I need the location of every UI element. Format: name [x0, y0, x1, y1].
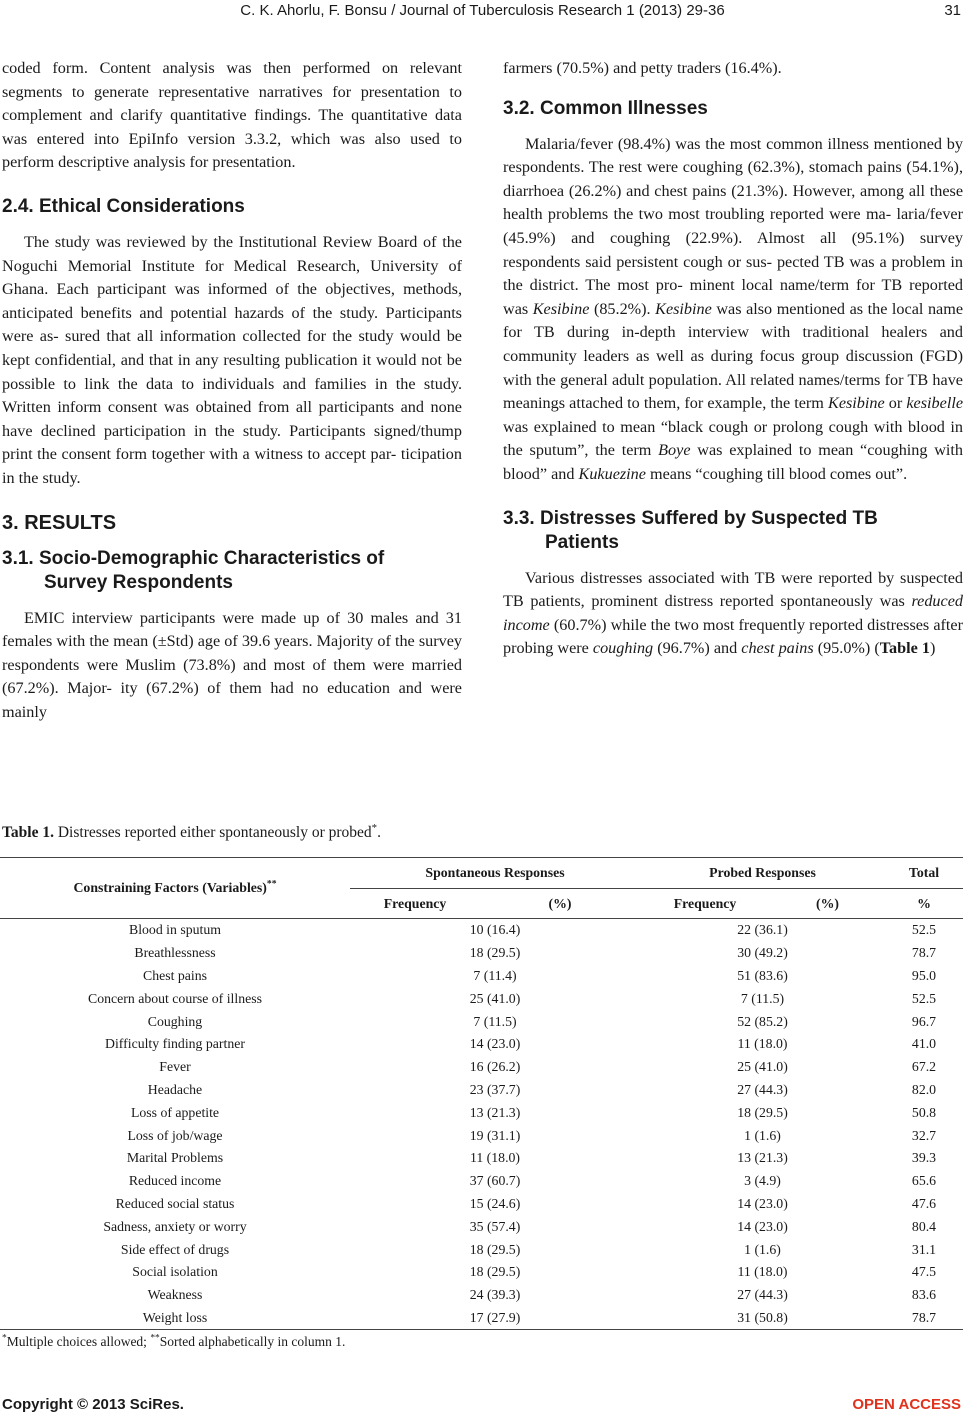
cell-factor: Headache	[147, 1081, 203, 1097]
cell-probed: 1 (1.6)	[744, 1241, 781, 1257]
cell-factor: Side effect of drugs	[120, 1241, 230, 1257]
cell-factor: Weakness	[147, 1287, 203, 1303]
text-run: Malaria/fever (98.4%) was the most common illness mentioned by respondents. The rest were coughing (62.3%), stomach pains (54.1%), diarrhoea (26.2%) and chest pains (21.3%). However, among all these health problems the two most troubling reported were ma- laria/fever (45.9%) and coughing (22.9%). Almost all (95.1%) survey respondents said persistent cough or sus- pected TB was a problem in the district. The most pro- minent local name/term for TB reported was	[503, 134, 963, 318]
cell-probed: 30 (49.2)	[737, 945, 788, 961]
cell-total: 52.5	[911, 990, 937, 1006]
text-run: was explained to mean “coughing with blood” and	[503, 441, 964, 483]
heading-distresses-line-2: Patients	[545, 531, 619, 553]
cell-spontaneous: 15 (24.6)	[469, 1195, 521, 1211]
cell-total: 52.5	[911, 922, 937, 938]
table-row	[0, 1124, 963, 1147]
footnote-mark: **	[150, 1333, 160, 1344]
cell-total: 83.6	[911, 1287, 937, 1303]
table-row	[0, 1261, 963, 1284]
cell-factor: Concern about course of illness	[88, 990, 262, 1006]
term-kesibine: Kesibine	[655, 299, 712, 318]
cell-factor: Difficulty finding partner	[105, 1036, 245, 1052]
term-coughing: coughing	[592, 639, 654, 658]
table-caption	[2, 821, 381, 842]
table-row	[0, 942, 963, 965]
cell-probed: 18 (29.5)	[737, 1104, 788, 1120]
cell-total: 47.5	[911, 1264, 937, 1280]
term-reduced-income: reduced income	[503, 592, 963, 634]
table-row	[0, 1101, 963, 1124]
cell-spontaneous: 18 (29.5)	[469, 945, 521, 961]
cell-factor: Fever	[159, 1059, 191, 1075]
footnote-mark: **	[266, 878, 277, 890]
cell-probed: 22 (36.1)	[737, 922, 788, 938]
term-boye: Boye	[658, 441, 691, 460]
cell-probed: 11 (18.0)	[737, 1264, 788, 1280]
cell-factor: Marital Problems	[126, 1150, 224, 1166]
text-run: Various distresses associated with TB were reported by suspected TB patients, prominent distress reported spontaneously was	[503, 568, 963, 611]
cell-factor: Blood in sputum	[129, 922, 221, 938]
cell-total: 50.8	[911, 1104, 937, 1120]
cell-probed: 1 (1.6)	[744, 1127, 781, 1143]
col-group-total: Total	[885, 858, 963, 889]
table-row	[0, 1193, 963, 1216]
right-column	[503, 57, 963, 661]
heading-common-illnesses: 3.2. Common Illnesses	[503, 97, 708, 119]
text-run: means “coughing till blood comes out”.	[645, 464, 908, 483]
cell-total: 95.0	[911, 967, 937, 983]
footnote-text: Sorted alphabetically in column 1.	[159, 1334, 346, 1349]
term-kesibelle: kesibelle	[906, 394, 963, 413]
copyright: Copyright © 2013 SciRes.	[2, 1396, 184, 1413]
table-row	[0, 987, 963, 1010]
cell-spontaneous: 16 (26.2)	[469, 1059, 521, 1075]
cell-spontaneous: 19 (31.1)	[469, 1127, 521, 1143]
cell-probed: 27 (44.3)	[737, 1081, 788, 1097]
heading-distresses-line-1: 3.3. Distresses Suffered by Suspected TB	[503, 507, 878, 529]
heading-results: 3. RESULTS	[2, 511, 117, 534]
cell-total: 47.6	[911, 1195, 937, 1211]
term-kesibine: Kesibine	[532, 299, 590, 318]
cell-total: 32.7	[911, 1127, 937, 1143]
heading-socio-line-1: 3.1. Socio-Demographic Characteristics of	[2, 547, 385, 569]
table-caption-text: Distresses reported either spontaneously or probed	[53, 824, 372, 841]
cell-probed: 51 (83.6)	[737, 967, 788, 983]
cell-total: 67.2	[911, 1059, 937, 1075]
cell-probed: 11 (18.0)	[737, 1036, 788, 1052]
table-row	[0, 965, 963, 988]
cell-spontaneous: 11 (18.0)	[469, 1150, 521, 1166]
cell-spontaneous: 18 (29.5)	[469, 1264, 521, 1280]
table-row	[0, 919, 963, 942]
table-caption-label: Table 1.	[2, 824, 54, 841]
heading-ethical-considerations: 2.4. Ethical Considerations	[2, 195, 245, 217]
cell-spontaneous: 23 (37.7)	[469, 1081, 521, 1097]
term-kukuezine: Kukuezine	[578, 464, 646, 483]
table-row	[0, 1238, 963, 1261]
cell-spontaneous: 10 (16.4)	[469, 922, 521, 938]
cell-total: 78.7	[885, 1307, 963, 1330]
socio-paragraph-continued: farmers (70.5%) and petty traders (16.4%).	[503, 59, 782, 77]
cell-total: 82.0	[911, 1081, 937, 1097]
col-header-factors-text: Constraining Factors (Variables)	[73, 880, 267, 895]
cell-probed: 27 (44.3)	[737, 1287, 788, 1303]
cell-total: 96.7	[911, 1013, 937, 1029]
cell-total: 78.7	[911, 945, 937, 961]
cell-factor: Sadness, anxiety or worry	[103, 1218, 247, 1234]
common-illnesses-paragraph	[503, 133, 963, 487]
footnote-mark: *	[371, 821, 378, 834]
table-row	[0, 1284, 963, 1307]
cell-spontaneous: 25 (41.0)	[469, 990, 521, 1006]
cell-probed: 7 (11.5)	[740, 990, 785, 1006]
footnote-text: Multiple choices allowed;	[6, 1334, 151, 1349]
cell-factor: Coughing	[147, 1013, 203, 1029]
text-run: (95.0%) (	[813, 639, 880, 658]
text-run: (60.7%) while the two most frequently reported distresses after probing were	[503, 615, 963, 658]
cell-probed: 31 (50.8)	[640, 1307, 885, 1330]
table-row	[0, 1307, 963, 1330]
table-row	[0, 1215, 963, 1238]
socio-demographic-paragraph: EMIC interview participants were made up of 30 males and 31 females with the mean (±Std) age of 39.6 years. Majority of the survey respondents were Muslim (73.8%) and most of them were married (67.2%). Major- ity (67.2%) of them had no education and were mainly	[2, 608, 462, 721]
cell-spontaneous: 37 (60.7)	[469, 1173, 521, 1189]
cell-total: 41.0	[911, 1036, 937, 1052]
cell-spontaneous: 17 (27.9)	[350, 1307, 640, 1330]
cell-total: 39.3	[911, 1150, 937, 1166]
cell-probed: 14 (23.0)	[737, 1218, 788, 1234]
text-run: (96.7%) and	[653, 639, 742, 658]
left-column	[2, 57, 462, 724]
cell-total: 80.4	[911, 1218, 937, 1234]
running-head: C. K. Ahorlu, F. Bonsu / Journal of Tuberculosis Research 1 (2013) 29-36	[240, 2, 725, 19]
heading-socio-line-2: Survey Respondents	[44, 571, 233, 593]
table-row	[0, 1147, 963, 1170]
sub-header-percent: (%)	[770, 889, 885, 919]
distresses-paragraph	[503, 567, 963, 661]
term-kesibine: Kesibine	[828, 394, 885, 413]
table-row	[0, 1056, 963, 1079]
cell-spontaneous: 35 (57.4)	[469, 1218, 521, 1234]
footnote-mark: *	[2, 1333, 7, 1344]
cell-probed: 3 (4.9)	[744, 1173, 781, 1189]
cell-factor: Social isolation	[132, 1264, 218, 1280]
methods-paragraph-continued: coded form. Content analysis was then performed on relevant segments to generate representative narratives for presentation to complement and clarify quantitative findings. The quantitative data was entered into EpiInfo version 3.3.2, which was also used to perform descriptive analysis for presentation.	[2, 59, 462, 172]
term-chest-pains: chest pains	[741, 639, 814, 658]
text-run: .	[377, 824, 381, 841]
text-run: was also mentioned as the local name for TB during in-depth interview with traditional healers and community leaders as well as during focus group discussion (FGD) with the general adult population. All related names/terms for TB have meanings attached to them, for example, the term	[503, 299, 964, 413]
running-header	[0, 2, 965, 26]
cell-spontaneous: 7 (11.5)	[473, 1013, 517, 1029]
table-body	[0, 919, 963, 1330]
cell-spontaneous: 13 (21.3)	[469, 1104, 521, 1120]
heading-socio-demographic	[2, 547, 462, 595]
sub-header-percent: (%)	[480, 889, 640, 919]
sub-header-frequency: Frequency	[640, 889, 770, 919]
cell-factor: Chest pains	[143, 967, 207, 983]
cell-probed: 25 (41.0)	[737, 1059, 788, 1075]
cell-spontaneous: 7 (11.4)	[473, 967, 517, 983]
cell-spontaneous: 14 (23.0)	[469, 1036, 521, 1052]
cell-factor: Loss of job/wage	[127, 1127, 223, 1143]
col-group-probed: Probed Responses	[640, 858, 885, 889]
col-group-spontaneous: Spontaneous Responses	[350, 858, 640, 889]
cell-factor: Loss of appetite	[130, 1104, 220, 1120]
table-row	[0, 1170, 963, 1193]
cell-total: 31.1	[911, 1241, 937, 1257]
cell-factor: Weight loss	[0, 1307, 350, 1330]
cell-probed: 52 (85.2)	[737, 1013, 788, 1029]
cell-factor: Breathlessness	[134, 945, 216, 961]
table-reference-link[interactable]: Table 1	[879, 639, 930, 658]
page-number: 31	[944, 2, 961, 19]
cell-total: 65.6	[911, 1173, 937, 1189]
cell-probed: 13 (21.3)	[737, 1150, 788, 1166]
cell-factor: Reduced income	[128, 1173, 222, 1189]
open-access-badge: OPEN ACCESS	[852, 1396, 961, 1413]
distresses-table	[0, 857, 963, 1330]
cell-factor: Reduced social status	[115, 1195, 235, 1211]
ethics-paragraph: The study was reviewed by the Institutional Review Board of the Noguchi Memorial Institute for Medical Research, University of Ghana. Each participant was informed of the objectives, methods, anticipated benefits and potential hazards of the study. Participants were as- sured that all information collected for the study would be kept confidential, and that in any resulting publication it would not be possible to link the data to individuals and families in the study. Written inform consent was obtained from all participants and none have declined participation in the study. Participants signed/thump print the consent form together with a witness to accept par- ticipation in the study.	[2, 232, 462, 487]
cell-probed: 14 (23.0)	[737, 1195, 788, 1211]
text-run: )	[929, 639, 936, 658]
table-row	[0, 1033, 963, 1056]
sub-header-frequency: Frequency	[350, 889, 480, 919]
cell-spontaneous: 24 (39.3)	[469, 1287, 521, 1303]
text-run: was explained to mean “black cough or prolong cough with blood in the sputum”, the term	[503, 417, 963, 460]
sub-header-total-percent: %	[885, 889, 963, 919]
text-run: (85.2%).	[589, 299, 656, 318]
cell-spontaneous: 18 (29.5)	[469, 1241, 521, 1257]
heading-distresses	[503, 507, 963, 555]
table-row	[0, 1010, 963, 1033]
text-run: or	[884, 394, 907, 413]
table-footnote	[2, 1334, 345, 1350]
table-row	[0, 1079, 963, 1102]
col-header-factors	[0, 858, 350, 919]
